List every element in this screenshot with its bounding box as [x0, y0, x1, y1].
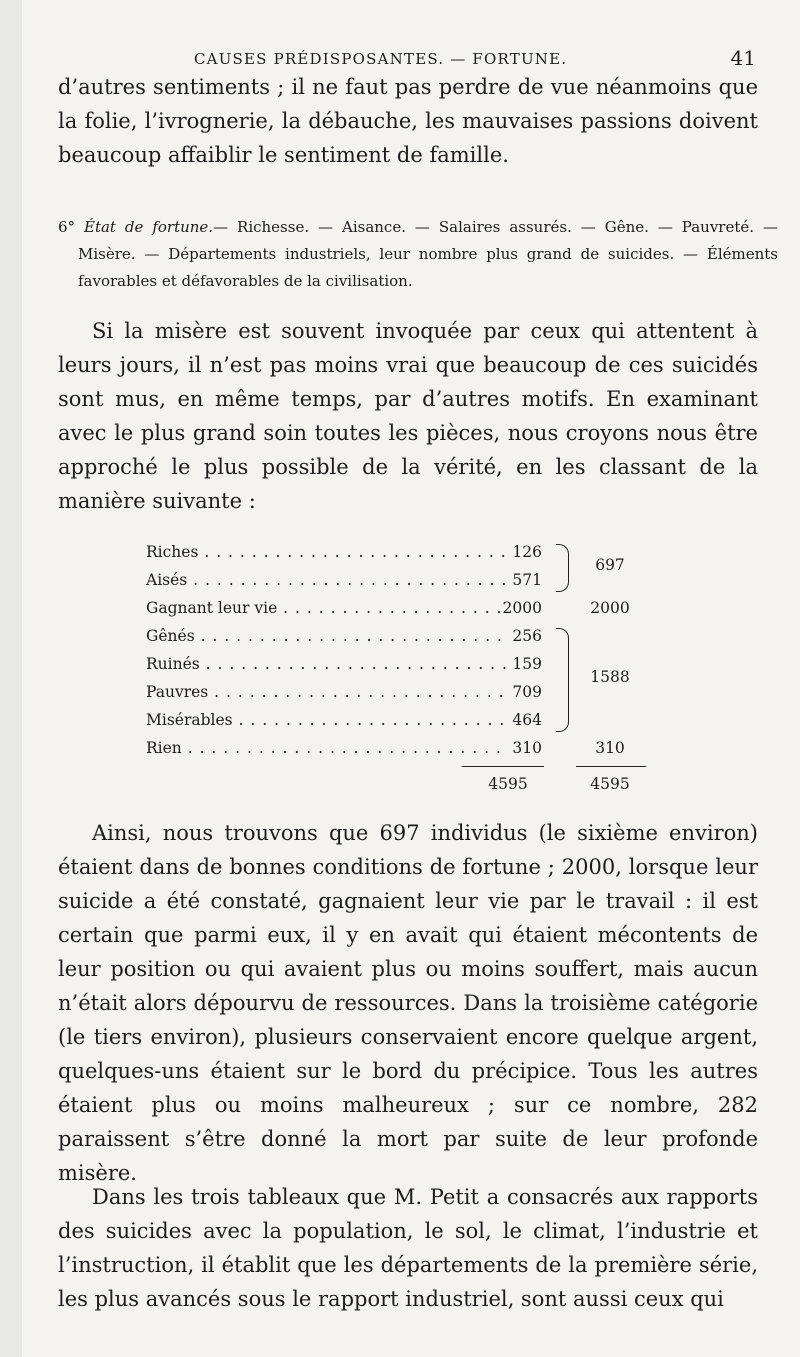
intro-paragraph: d’autres sentiments ; il ne faut pas perdre de vue néanmoins que la folie, l’ivrognerie, la débauche, les mauvaises passions doivent beaucoup affaiblir le sentiment de famille.	[58, 75, 758, 167]
page-number: 41	[730, 46, 756, 70]
section-heading: État de fortune.	[84, 218, 214, 236]
row-value: 256	[512, 627, 542, 645]
row-value: 126	[512, 543, 542, 561]
grand-total-right: 4595	[590, 775, 630, 793]
row-value: 464	[512, 711, 542, 729]
row-value: 159	[512, 655, 542, 673]
group-total: 2000	[590, 599, 630, 617]
paragraph-analysis: Ainsi, nous trouvons que 697 individus (le sixième environ) étaient dans de bonnes conditions de fortune ; 2000, lorsque leur suicide a été constaté, gagnaient leur vie par le travail : il est certain que parmi eux, il y en avait qui étaient mécontents de leur position ou qui avaient plus ou moins souffert, mais aucun n’était alors dépourvu de ressources. Dans la troisième catégorie (le tiers environ), plusieurs conservaient encore quelque argent, quelques-uns étaient sur le bord du précipice. Tous les autres étaient plus ou moins malheureux ; sur ce nombre, 282 paraissent s’être donné la mort par suite de leur profonde misère.	[58, 821, 758, 1185]
sum-rule	[576, 766, 646, 767]
row-label: Gênés . . .	[146, 627, 506, 645]
row-label: Ruinés . . .	[146, 655, 506, 673]
suicide-fortune-table	[58, 540, 758, 805]
section-number: 6°	[58, 218, 76, 236]
table-row	[58, 596, 758, 622]
row-label: Rien . . .	[146, 739, 506, 757]
section-summary	[58, 214, 778, 295]
group-total: 697	[595, 556, 625, 574]
table-row	[58, 652, 758, 678]
table-row	[58, 568, 758, 594]
row-label: Aisés . . .	[146, 571, 506, 589]
table-row	[58, 680, 758, 706]
table-row	[58, 540, 758, 566]
row-value: 709	[512, 683, 542, 701]
section-summary-text: — Richesse. — Aisance. — Salaires assurés. — Gêne. — Pauvreté. — Misère. — Départements industriels, leur nombre plus grand de suicides. — Éléments favorables et défavorables de la civilisation.	[78, 218, 778, 290]
table-row	[58, 736, 758, 762]
row-label: Pauvres . . .	[146, 683, 506, 701]
row-label: Misérables . . .	[146, 711, 506, 729]
group-total: 310	[595, 739, 625, 757]
running-title: CAUSES PRÉDISPOSANTES. — FORTUNE.	[194, 50, 568, 68]
book-page	[22, 0, 800, 1357]
row-value: 571	[512, 571, 542, 589]
row-value: 2000	[502, 599, 542, 617]
group-brace	[556, 544, 569, 592]
table-row	[58, 708, 758, 734]
sum-rule	[462, 766, 544, 767]
row-label: Gagnant leur vie . . .	[146, 599, 506, 617]
row-value: 310	[512, 739, 542, 757]
group-brace	[556, 628, 569, 732]
group-total: 1588	[590, 668, 630, 686]
paragraph-classification: Si la misère est souvent invoquée par ceux qui attentent à leurs jours, il n’est pas moins vrai que beaucoup de ces suicidés sont mus, en même temps, par d’autres motifs. En examinant avec le plus grand soin toutes les pièces, nous croyons nous être approché le plus possible de la vérité, en les classant de la manière suivante :	[58, 319, 758, 513]
paragraph-petit: Dans les trois tableaux que M. Petit a consacrés aux rapports des suicides avec la population, le sol, le climat, l’industrie et l’instruction, il établit que les départements de la première série, les plus avancés sous le rapport industriel, sont aussi ceux qui	[58, 1185, 758, 1311]
row-label: Riches . . .	[146, 543, 506, 561]
table-row	[58, 624, 758, 650]
grand-total-left: 4595	[488, 775, 528, 793]
